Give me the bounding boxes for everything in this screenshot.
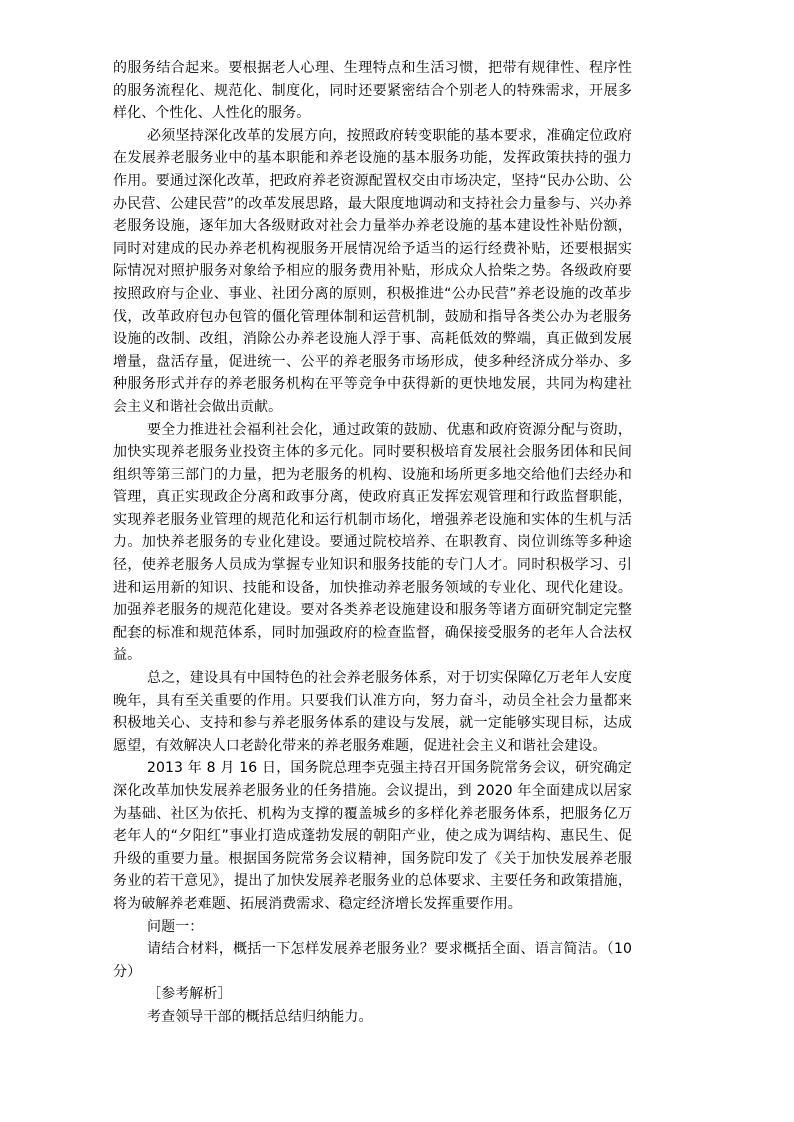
paragraph-continuation: 的服务结合起来。要根据老人心理、生理特点和生活习惯，把带有规律性、程序性的服务流程化、规范化、制度化，同时还要紧密结合个别老人的特殊需求，开展多样化、个性化、人性化的服务。 <box>113 60 632 122</box>
reference-answer-heading: ［参考解析］ <box>147 986 232 1003</box>
question-text: 请结合材料，概括一下怎样发展养老服务业？要求概括全面、语言简洁。（10分） <box>113 941 632 980</box>
reference-answer-text: 考查领导干部的概括总结归纳能力。 <box>147 1008 373 1025</box>
question-heading: 问题一： <box>147 918 204 935</box>
paragraph-state-council: 2013 年 8 月 16 日，国务院总理李克强主持召开国务院常务会议，研究确定深化改革加快发展养老服务业的任务措施。会议提出，到 2020 年全面建成以居家为基础、社区为依托、机构为支撑的覆盖城乡的多样化养老服务体系，把服务亿万老年人的“夕阳红”事业打造成蓬勃发展的朝阳产业，使之成为调结构、惠民生、促升级的重要力量。根据国务院常务会议精神，国务院印发了《关于加快发展养老服务业的若干意见》，提出了加快发展养老服务业的总体要求、主要任务和政策措施，将为破解养老难题、拓展消费需求、稳定经济增长发挥重要作用。 <box>113 760 632 912</box>
document-body <box>113 57 632 1029</box>
paragraph-socialization: 要全力推进社会福利社会化，通过政策的鼓励、优惠和政府资源分配与资助，加快实现养老服务业投资主体的多元化。同时要积极培育发展社会服务团体和民间组织等第三部门的力量，把为老服务的机构、设施和场所更多地交给他们去经办和管理，真正实现政企分离和政事分离，使政府真正发挥宏观管理和行政监督职能，实现养老服务业管理的规范化和运行机制市场化，增强养老设施和实体的生机与活力。加快养老服务的专业化建设。要通过院校培养、在职教育、岗位训练等多种途径，使养老服务人员成为掌握专业知识和服务技能的专门人才。同时积极学习、引进和运用新的知识、技能和设备，加快推动养老服务领域的专业化、现代化建设。加强养老服务的规范化建设。要对各类养老设施建设和服务等诸方面研究制定完整配套的标准和规范体系，同时加强政府的检查监督，确保接受服务的老年人合法权益。 <box>113 421 632 664</box>
paragraph-conclusion: 总之，建设具有中国特色的社会养老服务体系，对于切实保障亿万老年人安度晚年，具有至关重要的作用。只要我们认准方向，努力奋斗，动员全社会力量都来积极地关心、支持和参与养老服务体系的建设与发展，就一定能够实现目标，达成愿望，有效解决人口老龄化带来的养老服务难题，促进社会主义和谐社会建设。 <box>113 670 632 754</box>
paragraph-reform: 必须坚持深化改革的发展方向，按照政府转变职能的基本要求，准确定位政府在发展养老服务业中的基本职能和养老设施的基本服务功能，发挥政策扶持的强力作用。要通过深化改革，把政府养老资源配置权交由市场决定，坚持“民办公助、公办民营、公建民营”的改革发展思路，最大限度地调动和支持社会力量参与、兴办养老服务设施，逐年加大各级财政对社会力量举办养老设施的基本建设性补贴份额，同时对建成的民办养老机构视服务开展情况给予适当的运行经费补贴，还要根据实际情况对照护服务对象给予相应的服务费用补贴，形成众人拾柴之势。各级政府要按照政府与企业、事业、社团分离的原则，积极推进“公办民营”养老设施的改革步伐，改革政府包办包管的僵化管理体制和运营机制，鼓励和指导各类公办为老服务设施的改制、改组，消除公办养老设施人浮于事、高耗低效的弊端，真正做到发展增量，盘活存量，促进统一、公平的养老服务市场形成，使多种经济成分举办、多种服务形式并存的养老服务机构在平等竞争中获得新的更快地发展，共同为构建社会主义和谐社会做出贡献。 <box>113 127 632 415</box>
